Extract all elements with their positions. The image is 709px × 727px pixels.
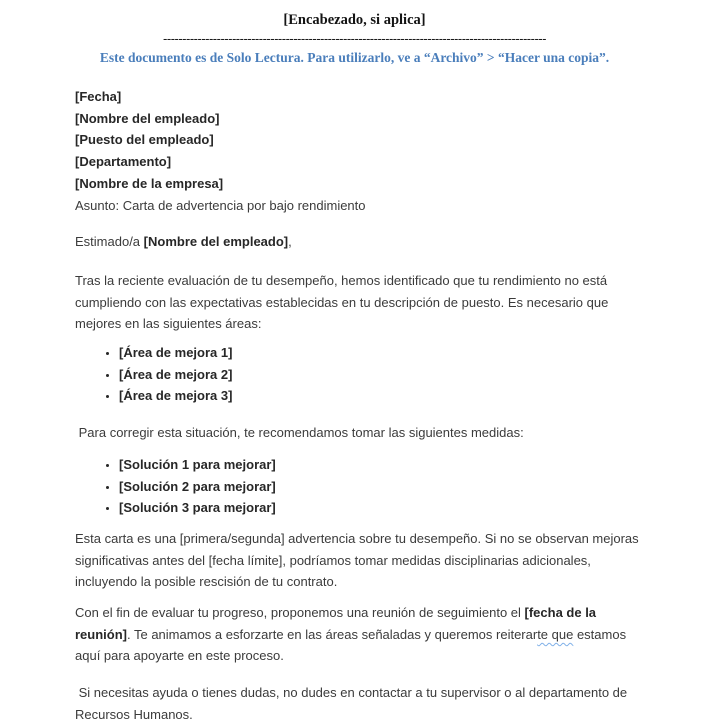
subject-line: Asunto: Carta de advertencia por bajo rendimiento [75,197,366,213]
placeholder-company-name: [Nombre de la empresa] [75,175,224,191]
meeting-text-3: estamos aquí para apoyarte en este proceso. [75,626,630,664]
help-paragraph: Si necesitas ayuda o tienes dudas, no dudes en contactar a tu supervisor o al departamento de Recursos Humanos. [75,685,631,722]
read-only-notice: Este documento es de Solo Lectura. Para utilizarlo, ve a “Archivo” > “Hacer una copia”. [99,50,610,65]
letter-body [0,67,709,726]
placeholder-employee-position: [Puesto del empleado] [75,132,214,148]
placeholder-date: [Fecha] [75,89,122,104]
meeting-text-1: Con el fin de evaluar tu progreso, proponemos una reunión de seguimiento el [75,605,525,621]
greeting-suffix: , [288,234,292,250]
list-item: • [Área de mejora 3] [119,385,647,407]
list-item: • [Solución 2 para mejorar] [119,476,647,498]
list-item: • [Solución 1 para mejorar] [119,454,647,476]
meeting-date-placeholder: [fecha de la reunión] [75,605,600,642]
header-placeholder-title: [Encabezado, si aplica] [283,12,426,28]
document-header [0,0,709,67]
list-item: • [Solución 3 para mejorar] [119,497,647,519]
placeholder-employee-name: [Nombre del empleado] [75,110,220,126]
list-item: • [Área de mejora 1] [119,342,647,364]
intro-paragraph: Tras la reciente evaluación de tu desempeño, hemos identificado que tu rendimiento no está cumpliendo con las expectativas establecidas en tu descripción de puesto. Es necesario que mejores en las siguientes áreas: [75,272,612,332]
solutions-list [75,454,647,519]
placeholder-department: [Departamento] [75,154,172,170]
greeting-name-placeholder: [Nombre del empleado] [143,234,289,250]
improvement-areas-list [75,342,647,407]
warning-paragraph: Esta carta es una [primera/segunda] advertencia sobre tu desempeño. Si no se observan mejoras significativas antes del [fecha límite], podríamos tomar medidas disciplinarias adicionales, incluyendo la posible rescisión de tu contrato. [75,530,643,590]
greeting-prefix: Estimado/a [75,234,144,250]
list-item: • [Área de mejora 2] [119,364,647,386]
meeting-text-2: . Te animamos a esforzarte en las áreas señaladas y queremos reiterar [127,626,538,642]
actions-paragraph: Para corregir esta situación, te recomendamos tomar las siguientes medidas: [75,425,524,441]
header-divider-line: ---------------------------------------------------------------------------------------------------- [163,31,546,46]
grammar-check-underline: te que [537,626,574,642]
greeting-line [75,231,647,253]
meeting-paragraph [75,602,647,667]
